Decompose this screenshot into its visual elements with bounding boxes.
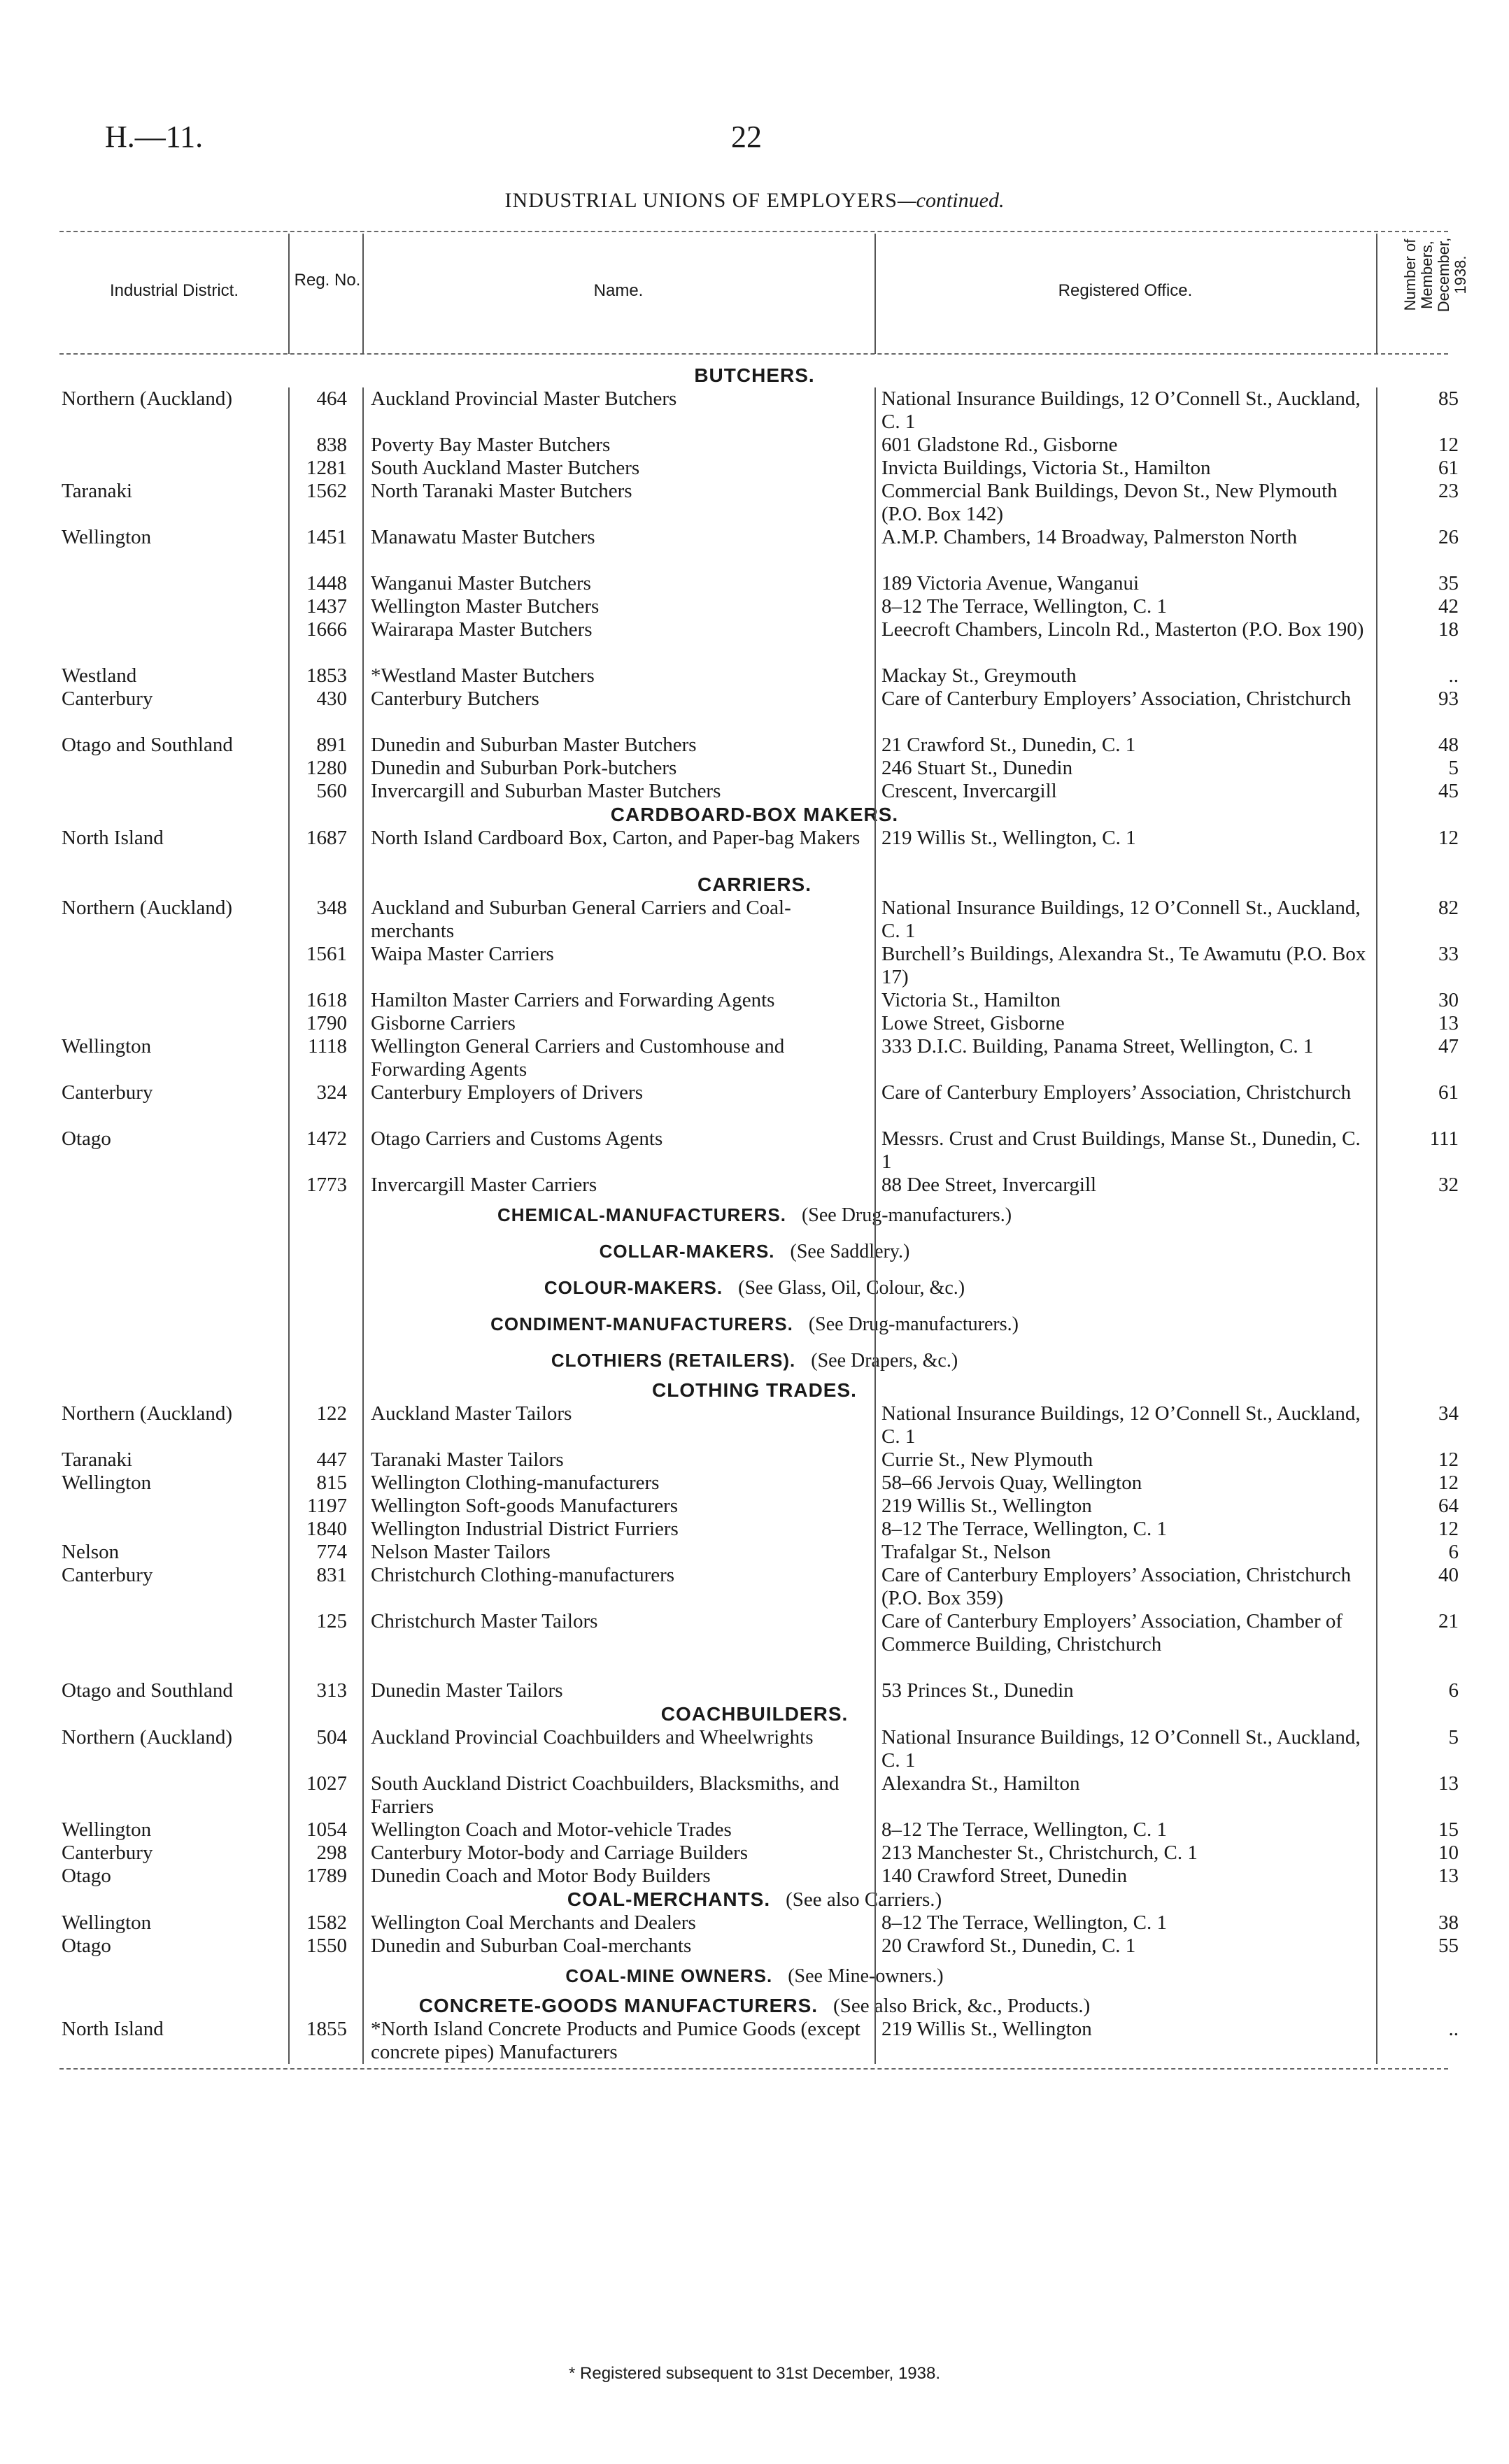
member-count: 33 bbox=[1438, 943, 1459, 965]
industrial-district: Taranaki bbox=[62, 1448, 133, 1471]
industrial-district: Otago and Southland bbox=[62, 734, 233, 756]
column-header-district: Industrial District. bbox=[109, 281, 239, 300]
table-row bbox=[0, 1772, 1509, 1818]
section-title: COAL-MERCHANTS. bbox=[567, 1888, 771, 1910]
cross-reference-note: (See Glass, Oil, Colour, &c.) bbox=[738, 1277, 965, 1299]
union-name: Christchurch Clothing-manufacturers bbox=[371, 1564, 675, 1586]
member-count: 42 bbox=[1438, 595, 1459, 618]
registered-office: Care of Canterbury Employers’ Association, Chamber of Commerce Building, Christchurch bbox=[881, 1610, 1343, 1655]
registered-office: A.M.P. Chambers, 14 Broadway, Palmerston North bbox=[881, 526, 1298, 548]
member-count: 12 bbox=[1438, 1518, 1459, 1540]
industrial-district: Northern (Auckland) bbox=[62, 1402, 232, 1425]
industrial-district: Wellington bbox=[62, 1472, 152, 1494]
union-name: *Westland Master Butchers bbox=[371, 664, 595, 687]
table-row bbox=[0, 1679, 1509, 1702]
table-row bbox=[0, 734, 1509, 757]
registered-office: 219 Willis St., Wellington bbox=[881, 2018, 1092, 2040]
union-name: Dunedin Coach and Motor Body Builders bbox=[371, 1865, 711, 1887]
member-count: 82 bbox=[1438, 897, 1459, 919]
table-row bbox=[0, 387, 1509, 434]
registration-number: 1666 bbox=[306, 618, 347, 641]
cross-reference-note: (See Drug-manufacturers.) bbox=[808, 1313, 1019, 1335]
union-name: Auckland and Suburban General Carriers and Coal-merchants bbox=[371, 897, 791, 942]
footnote: * Registered subsequent to 31st December, 1938. bbox=[569, 2364, 940, 2383]
cross-reference-title: CHEMICAL-MANUFACTURERS. bbox=[497, 1204, 786, 1225]
union-name: South Auckland District Coachbuilders, Blacksmiths, and Farriers bbox=[371, 1772, 839, 1818]
cross-reference-heading bbox=[0, 1306, 1509, 1342]
registration-number: 1472 bbox=[306, 1127, 347, 1150]
registered-office: Currie St., New Plymouth bbox=[881, 1448, 1093, 1471]
table-row bbox=[0, 780, 1509, 803]
table-row bbox=[0, 572, 1509, 595]
table-row bbox=[0, 1495, 1509, 1518]
industrial-district: Otago bbox=[62, 1935, 111, 1957]
registered-office: Mackay St., Greymouth bbox=[881, 664, 1077, 687]
registration-number: 298 bbox=[316, 1842, 347, 1864]
table-row bbox=[0, 1610, 1509, 1679]
table-row bbox=[0, 1935, 1509, 1958]
column-header-office: Registered Office. bbox=[1058, 281, 1193, 300]
table-row bbox=[0, 434, 1509, 457]
table-row bbox=[0, 1726, 1509, 1772]
cross-reference-heading bbox=[0, 1958, 1509, 1994]
industrial-district: Taranaki bbox=[62, 480, 133, 502]
registration-number: 1855 bbox=[306, 2018, 347, 2040]
registered-office: 53 Princes St., Dunedin bbox=[881, 1679, 1074, 1702]
union-name: Gisborne Carriers bbox=[371, 1012, 516, 1034]
union-name: Manawatu Master Butchers bbox=[371, 526, 595, 548]
member-count: 111 bbox=[1429, 1127, 1459, 1150]
union-name: South Auckland Master Butchers bbox=[371, 457, 640, 479]
table-row bbox=[0, 757, 1509, 780]
industrial-district: Otago and Southland bbox=[62, 1679, 233, 1702]
section-heading bbox=[0, 1379, 1509, 1402]
union-name: Waipa Master Carriers bbox=[371, 943, 554, 965]
registration-number: 1054 bbox=[306, 1818, 347, 1841]
member-count: 13 bbox=[1438, 1865, 1459, 1887]
registered-office: 58–66 Jervois Quay, Wellington bbox=[881, 1472, 1142, 1494]
registered-office: 219 Willis St., Wellington bbox=[881, 1495, 1092, 1517]
registered-office: Care of Canterbury Employers’ Association, Christchurch bbox=[881, 1081, 1352, 1104]
section-heading bbox=[0, 873, 1509, 897]
member-count: 30 bbox=[1438, 989, 1459, 1011]
registration-number: 504 bbox=[316, 1726, 347, 1749]
table-row bbox=[0, 1541, 1509, 1564]
table-row bbox=[0, 1035, 1509, 1081]
section-heading bbox=[0, 1702, 1509, 1726]
member-count: 6 bbox=[1448, 1679, 1459, 1702]
section-note: (See also Carriers.) bbox=[786, 1888, 942, 1911]
member-count: 5 bbox=[1448, 1726, 1459, 1749]
registration-number: 1448 bbox=[306, 572, 347, 594]
table-row bbox=[0, 1911, 1509, 1935]
table-row bbox=[0, 664, 1509, 688]
registration-number: 891 bbox=[316, 734, 347, 756]
registration-number: 1550 bbox=[306, 1935, 347, 1957]
member-count: 45 bbox=[1438, 780, 1459, 802]
union-name: Dunedin and Suburban Pork-butchers bbox=[371, 757, 677, 779]
union-name: Canterbury Motor-body and Carriage Builders bbox=[371, 1842, 749, 1864]
registered-office: Trafalgar St., Nelson bbox=[881, 1541, 1051, 1563]
member-count: 40 bbox=[1438, 1564, 1459, 1586]
registration-number: 1773 bbox=[306, 1174, 347, 1196]
industrial-district: Westland bbox=[62, 664, 137, 687]
section-title: CLOTHING TRADES. bbox=[652, 1379, 857, 1401]
page-number: 22 bbox=[731, 120, 762, 154]
cross-reference-heading bbox=[0, 1342, 1509, 1379]
table-row bbox=[0, 1174, 1509, 1197]
registration-number: 348 bbox=[316, 897, 347, 919]
registration-number: 560 bbox=[316, 780, 347, 802]
union-name: Dunedin and Suburban Coal-merchants bbox=[371, 1935, 692, 1957]
member-count: .. bbox=[1448, 2018, 1459, 2040]
table-row bbox=[0, 1448, 1509, 1472]
member-count: .. bbox=[1448, 664, 1459, 687]
table-row bbox=[0, 1081, 1509, 1127]
member-count: 10 bbox=[1438, 1842, 1459, 1864]
registration-number: 122 bbox=[316, 1402, 347, 1425]
registration-number: 1561 bbox=[306, 943, 347, 965]
industrial-district: Canterbury bbox=[62, 1842, 153, 1864]
cross-reference-note: (See Mine-owners.) bbox=[788, 1965, 944, 1987]
registered-office: Commercial Bank Buildings, Devon St., New Plymouth (P.O. Box 142) bbox=[881, 480, 1338, 525]
union-name: Wellington Industrial District Furriers bbox=[371, 1518, 679, 1540]
registration-number: 324 bbox=[316, 1081, 347, 1104]
registered-office: Leecroft Chambers, Lincoln Rd., Masterton (P.O. Box 190) bbox=[881, 618, 1364, 641]
member-count: 64 bbox=[1438, 1495, 1459, 1517]
industrial-district: North Island bbox=[62, 827, 164, 849]
table-row bbox=[0, 2018, 1509, 2064]
registration-number: 1853 bbox=[306, 664, 347, 687]
registered-office: National Insurance Buildings, 12 O’Connell St., Auckland, C. 1 bbox=[881, 1402, 1361, 1448]
title-text: INDUSTRIAL UNIONS OF EMPLOYERS bbox=[504, 189, 898, 212]
registered-office: Messrs. Crust and Crust Buildings, Manse St., Dunedin, C. 1 bbox=[881, 1127, 1361, 1173]
column-divider bbox=[362, 387, 364, 2064]
registered-office: Invicta Buildings, Victoria St., Hamilton bbox=[881, 457, 1211, 479]
registered-office: Alexandra St., Hamilton bbox=[881, 1772, 1080, 1795]
registration-number: 815 bbox=[316, 1472, 347, 1494]
section-heading bbox=[0, 1994, 1509, 2018]
registration-number: 1281 bbox=[306, 457, 347, 479]
table-row bbox=[0, 457, 1509, 480]
union-name: Wellington Coach and Motor-vehicle Trades bbox=[371, 1818, 732, 1841]
union-name: Auckland Master Tailors bbox=[371, 1402, 572, 1425]
registered-office: 219 Willis St., Wellington, C. 1 bbox=[881, 827, 1136, 849]
registration-number: 447 bbox=[316, 1448, 347, 1471]
union-name: Wellington Coal Merchants and Dealers bbox=[371, 1911, 696, 1934]
registered-office: 189 Victoria Avenue, Wanganui bbox=[881, 572, 1140, 594]
member-count: 85 bbox=[1438, 387, 1459, 410]
registration-number: 1687 bbox=[306, 827, 347, 849]
member-count: 12 bbox=[1438, 1448, 1459, 1471]
union-name: Invercargill Master Carriers bbox=[371, 1174, 597, 1196]
table-row bbox=[0, 943, 1509, 989]
member-count: 61 bbox=[1438, 457, 1459, 479]
title-suffix: —continued. bbox=[897, 189, 1005, 212]
registered-office: 213 Manchester St., Christchurch, C. 1 bbox=[881, 1842, 1198, 1864]
registration-number: 831 bbox=[316, 1564, 347, 1586]
registered-office: 88 Dee Street, Invercargill bbox=[881, 1174, 1097, 1196]
registered-office: 601 Gladstone Rd., Gisborne bbox=[881, 434, 1118, 456]
union-name: Canterbury Butchers bbox=[371, 688, 539, 710]
registered-office: 21 Crawford St., Dunedin, C. 1 bbox=[881, 734, 1136, 756]
union-name: Hamilton Master Carriers and Forwarding Agents bbox=[371, 989, 775, 1011]
table-row bbox=[0, 526, 1509, 572]
union-name: North Taranaki Master Butchers bbox=[371, 480, 632, 502]
table-row bbox=[0, 897, 1509, 943]
industrial-district: Northern (Auckland) bbox=[62, 387, 232, 410]
table-row bbox=[0, 1865, 1509, 1888]
member-count: 12 bbox=[1438, 1472, 1459, 1494]
cross-reference-note: (See Saddlery.) bbox=[790, 1241, 910, 1262]
industrial-district: North Island bbox=[62, 2018, 164, 2040]
header-rule-bottom bbox=[59, 353, 1448, 355]
section-title: COACHBUILDERS. bbox=[660, 1703, 849, 1725]
registered-office: Burchell’s Buildings, Alexandra St., Te Awamutu (P.O. Box 17) bbox=[881, 943, 1366, 988]
registration-number: 125 bbox=[316, 1610, 347, 1632]
union-name: Auckland Provincial Master Butchers bbox=[371, 387, 677, 410]
industrial-district: Otago bbox=[62, 1127, 111, 1150]
registered-office: National Insurance Buildings, 12 O’Connell St., Auckland, C. 1 bbox=[881, 1726, 1361, 1772]
column-header-reg: Reg. No. bbox=[294, 271, 361, 290]
union-name: Christchurch Master Tailors bbox=[371, 1610, 598, 1632]
industrial-district: Wellington bbox=[62, 1035, 152, 1057]
registered-office: 333 D.I.C. Building, Panama Street, Wellington, C. 1 bbox=[881, 1035, 1314, 1057]
member-count: 38 bbox=[1438, 1911, 1459, 1934]
section-title: CONCRETE-GOODS MANUFACTURERS. bbox=[418, 1995, 819, 2016]
table-body bbox=[0, 364, 1509, 2064]
registration-number: 1618 bbox=[306, 989, 347, 1011]
member-count: 35 bbox=[1438, 572, 1459, 594]
table-row bbox=[0, 1012, 1509, 1035]
table-row bbox=[0, 1472, 1509, 1495]
registration-number: 1197 bbox=[307, 1495, 347, 1517]
registration-number: 1790 bbox=[306, 1012, 347, 1034]
union-name: Wellington Clothing-manufacturers bbox=[371, 1472, 660, 1494]
table-row bbox=[0, 1518, 1509, 1541]
registration-number: 1562 bbox=[306, 480, 347, 502]
member-count: 13 bbox=[1438, 1772, 1459, 1795]
registered-office: 246 Stuart St., Dunedin bbox=[881, 757, 1073, 779]
column-header-members: Number of Members, December, 1938. bbox=[1401, 237, 1469, 313]
member-count: 13 bbox=[1438, 1012, 1459, 1034]
member-count: 93 bbox=[1438, 688, 1459, 710]
table-row bbox=[0, 595, 1509, 618]
table-bottom-rule bbox=[59, 2068, 1448, 2070]
cross-reference-heading bbox=[0, 1269, 1509, 1306]
registration-number: 1027 bbox=[306, 1772, 347, 1795]
union-name: Nelson Master Tailors bbox=[371, 1541, 551, 1563]
union-name: Wellington Soft-goods Manufacturers bbox=[371, 1495, 679, 1517]
section-heading bbox=[0, 364, 1509, 387]
section-heading bbox=[0, 803, 1509, 827]
union-name: Auckland Provincial Coachbuilders and Wheelwrights bbox=[371, 1726, 814, 1749]
registration-number: 1118 bbox=[308, 1035, 347, 1057]
registered-office: 8–12 The Terrace, Wellington, C. 1 bbox=[881, 1911, 1167, 1934]
union-name: Dunedin Master Tailors bbox=[371, 1679, 563, 1702]
column-divider bbox=[288, 234, 290, 354]
table-row bbox=[0, 618, 1509, 664]
section-note: (See also Brick, &c., Products.) bbox=[833, 1995, 1091, 2017]
member-count: 26 bbox=[1438, 526, 1459, 548]
column-divider bbox=[874, 387, 876, 2064]
industrial-district: Canterbury bbox=[62, 1081, 153, 1104]
registration-number: 1280 bbox=[306, 757, 347, 779]
member-count: 47 bbox=[1438, 1035, 1459, 1057]
registration-number: 1451 bbox=[306, 526, 347, 548]
section-heading bbox=[0, 1888, 1509, 1911]
union-name: Invercargill and Suburban Master Butchers bbox=[371, 780, 721, 802]
page-title bbox=[0, 189, 1509, 213]
union-name: Taranaki Master Tailors bbox=[371, 1448, 564, 1471]
column-divider bbox=[288, 387, 290, 2064]
union-name: Dunedin and Suburban Master Butchers bbox=[371, 734, 697, 756]
union-name: Wanganui Master Butchers bbox=[371, 572, 591, 594]
industrial-district: Nelson bbox=[62, 1541, 120, 1563]
cross-reference-note: (See Drug-manufacturers.) bbox=[801, 1204, 1012, 1226]
registered-office: National Insurance Buildings, 12 O’Connell St., Auckland, C. 1 bbox=[881, 387, 1361, 433]
registration-number: 430 bbox=[316, 688, 347, 710]
registered-office: National Insurance Buildings, 12 O’Connell St., Auckland, C. 1 bbox=[881, 897, 1361, 942]
member-count: 12 bbox=[1438, 434, 1459, 456]
cross-reference-title: COLLAR-MAKERS. bbox=[599, 1241, 775, 1262]
member-count: 6 bbox=[1448, 1541, 1459, 1563]
union-name: Canterbury Employers of Drivers bbox=[371, 1081, 643, 1104]
section-title: CARDBOARD-BOX MAKERS. bbox=[610, 804, 899, 825]
registered-office: 8–12 The Terrace, Wellington, C. 1 bbox=[881, 1518, 1167, 1540]
column-divider bbox=[1376, 387, 1377, 2064]
table-row bbox=[0, 688, 1509, 734]
registration-number: 1789 bbox=[306, 1865, 347, 1887]
registered-office: Care of Canterbury Employers’ Association, Christchurch (P.O. Box 359) bbox=[881, 1564, 1352, 1609]
union-name: North Island Cardboard Box, Carton, and Paper-bag Makers bbox=[371, 827, 860, 849]
member-count: 23 bbox=[1438, 480, 1459, 502]
registration-number: 1437 bbox=[306, 595, 347, 618]
cross-reference-title: CONDIMENT-MANUFACTURERS. bbox=[490, 1313, 793, 1334]
column-header-name: Name. bbox=[593, 281, 644, 300]
section-title: BUTCHERS. bbox=[694, 364, 815, 386]
member-count: 34 bbox=[1438, 1402, 1459, 1425]
registered-office: Crescent, Invercargill bbox=[881, 780, 1057, 802]
member-count: 15 bbox=[1438, 1818, 1459, 1841]
cross-reference-title: COAL-MINE OWNERS. bbox=[565, 1965, 773, 1986]
table-row bbox=[0, 1402, 1509, 1448]
cross-reference-title: CLOTHIERS (RETAILERS). bbox=[551, 1350, 796, 1371]
union-name: Poverty Bay Master Butchers bbox=[371, 434, 611, 456]
member-count: 48 bbox=[1438, 734, 1459, 756]
member-count: 21 bbox=[1438, 1610, 1459, 1632]
table-row bbox=[0, 1818, 1509, 1842]
industrial-district: Canterbury bbox=[62, 1564, 153, 1586]
table-row bbox=[0, 1127, 1509, 1174]
industrial-district: Otago bbox=[62, 1865, 111, 1887]
cross-reference-title: COLOUR-MAKERS. bbox=[544, 1277, 723, 1298]
registered-office: 140 Crawford Street, Dunedin bbox=[881, 1865, 1128, 1887]
member-count: 32 bbox=[1438, 1174, 1459, 1196]
industrial-district: Northern (Auckland) bbox=[62, 897, 232, 919]
registration-number: 838 bbox=[316, 434, 347, 456]
document-reference: H.—11. bbox=[105, 120, 204, 154]
industrial-district: Wellington bbox=[62, 526, 152, 548]
member-count: 18 bbox=[1438, 618, 1459, 641]
union-name: Wellington General Carriers and Customhouse and Forwarding Agents bbox=[371, 1035, 785, 1081]
registered-office: Lowe Street, Gisborne bbox=[881, 1012, 1065, 1034]
member-count: 61 bbox=[1438, 1081, 1459, 1104]
industrial-district: Wellington bbox=[62, 1911, 152, 1934]
table-row bbox=[0, 480, 1509, 526]
member-count: 55 bbox=[1438, 1935, 1459, 1957]
cross-reference-note: (See Drapers, &c.) bbox=[811, 1350, 958, 1372]
registration-number: 313 bbox=[316, 1679, 347, 1702]
section-title: CARRIERS. bbox=[697, 874, 812, 895]
union-name: Wairarapa Master Butchers bbox=[371, 618, 593, 641]
registered-office: Care of Canterbury Employers’ Association, Christchurch bbox=[881, 688, 1352, 710]
industrial-district: Canterbury bbox=[62, 688, 153, 710]
column-divider bbox=[1376, 234, 1377, 354]
member-count: 12 bbox=[1438, 827, 1459, 849]
table-row bbox=[0, 1842, 1509, 1865]
registration-number: 464 bbox=[316, 387, 347, 410]
member-count: 5 bbox=[1448, 757, 1459, 779]
registered-office: 20 Crawford St., Dunedin, C. 1 bbox=[881, 1935, 1136, 1957]
cross-reference-heading bbox=[0, 1197, 1509, 1233]
registration-number: 774 bbox=[316, 1541, 347, 1563]
table-row bbox=[0, 1564, 1509, 1610]
registered-office: 8–12 The Terrace, Wellington, C. 1 bbox=[881, 595, 1167, 618]
registered-office: Victoria St., Hamilton bbox=[881, 989, 1061, 1011]
registered-office: 8–12 The Terrace, Wellington, C. 1 bbox=[881, 1818, 1167, 1841]
cross-reference-heading bbox=[0, 1233, 1509, 1269]
table-row bbox=[0, 827, 1509, 873]
header-rule-top bbox=[59, 231, 1448, 232]
union-name: *North Island Concrete Products and Pumice Goods (except concrete pipes) Manufacturers bbox=[371, 2018, 860, 2063]
industrial-district: Wellington bbox=[62, 1818, 152, 1841]
registration-number: 1582 bbox=[306, 1911, 347, 1934]
union-name: Wellington Master Butchers bbox=[371, 595, 600, 618]
industrial-district: Northern (Auckland) bbox=[62, 1726, 232, 1749]
registration-number: 1840 bbox=[306, 1518, 347, 1540]
table-row bbox=[0, 989, 1509, 1012]
union-name: Otago Carriers and Customs Agents bbox=[371, 1127, 663, 1150]
